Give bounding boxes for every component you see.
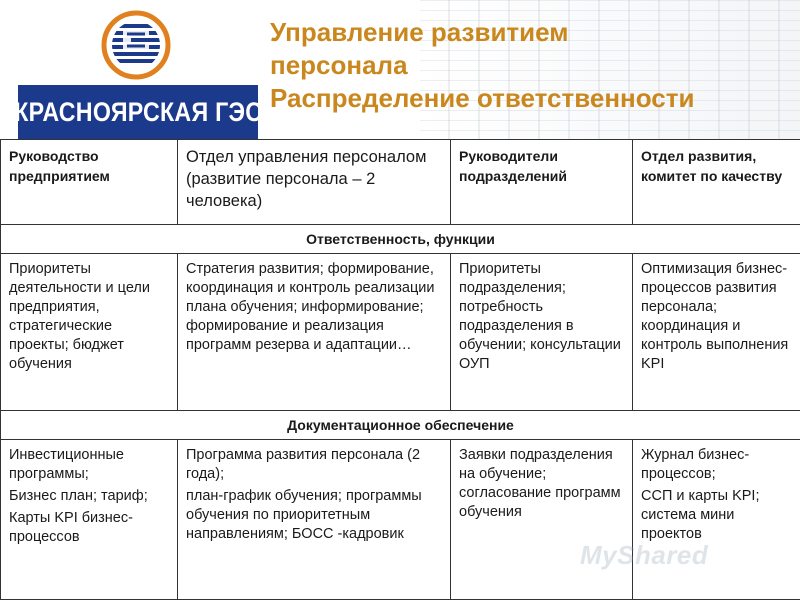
cell-text: Карты KPI бизнес-процессов <box>9 510 133 545</box>
section-title-functions: Ответственность, функции <box>1 225 800 254</box>
cell-text: Приоритеты деятельности и цели предприятия, стратегические проекты; бюджет обучения <box>9 261 150 372</box>
header-cell-development-dept: Отдел развития, комитет по качеству <box>633 140 800 225</box>
company-logo <box>13 85 263 140</box>
title-line-2: персонала <box>270 50 408 80</box>
header-cell-hr-department: Отдел управления персоналом (развитие персонала – 2 человека) <box>178 140 451 225</box>
title-line-3: Распределение ответственности <box>270 83 695 113</box>
company-emblem-icon <box>101 10 171 80</box>
table-cell <box>178 254 451 411</box>
table-cell <box>1 440 178 600</box>
table-cell <box>633 254 800 411</box>
title-line-1: Управление развитием <box>270 17 569 47</box>
cell-text: ССП и карты KPI; система мини проектов <box>641 488 760 542</box>
cell-text: Журнал бизнес-процессов; <box>641 447 750 482</box>
table-cell <box>178 440 451 600</box>
section-row <box>1 411 800 440</box>
header-cell-management: Руководство предприятием <box>1 140 178 225</box>
table-header-row <box>1 140 800 225</box>
header-cell-unit-heads: Руководители подразделений <box>451 140 633 225</box>
watermark-text: MyShared <box>580 539 709 570</box>
page-title <box>270 16 694 115</box>
table-cell <box>633 440 800 600</box>
cell-text: Приоритеты подразделения; потребность подразделения в обучении; консультации ОУП <box>459 261 621 372</box>
section-row <box>1 225 800 254</box>
table-cell <box>451 254 633 411</box>
cell-text: Программа развития персонала (2 года); <box>186 447 421 482</box>
cell-text: Инвестиционные программы; <box>9 447 124 482</box>
table-row <box>1 440 800 600</box>
cell-text: Бизнес план; тариф; <box>9 488 148 504</box>
cell-text: Стратегия развития; формирование, координация и контроль реализации плана обучения; информирование; формирование и реализация программ резерва и адаптации… <box>186 261 435 353</box>
cell-text: план-график обучения; программы обучения по приоритетным направлениям; БОСС -кадровик <box>186 488 422 542</box>
section-title-documents: Документационное обеспечение <box>1 411 800 440</box>
cell-text: Оптимизация бизнес-процессов развития персонала; координация и контроль выполнения KPI <box>641 261 789 372</box>
cell-text: Заявки подразделения на обучение; согласование программ обучения <box>459 447 621 520</box>
table-row <box>1 254 800 411</box>
responsibility-table <box>0 139 800 600</box>
table-cell <box>451 440 633 600</box>
company-name: КРАСНОЯРСКАЯ ГЭС <box>13 97 263 127</box>
table-cell <box>1 254 178 411</box>
